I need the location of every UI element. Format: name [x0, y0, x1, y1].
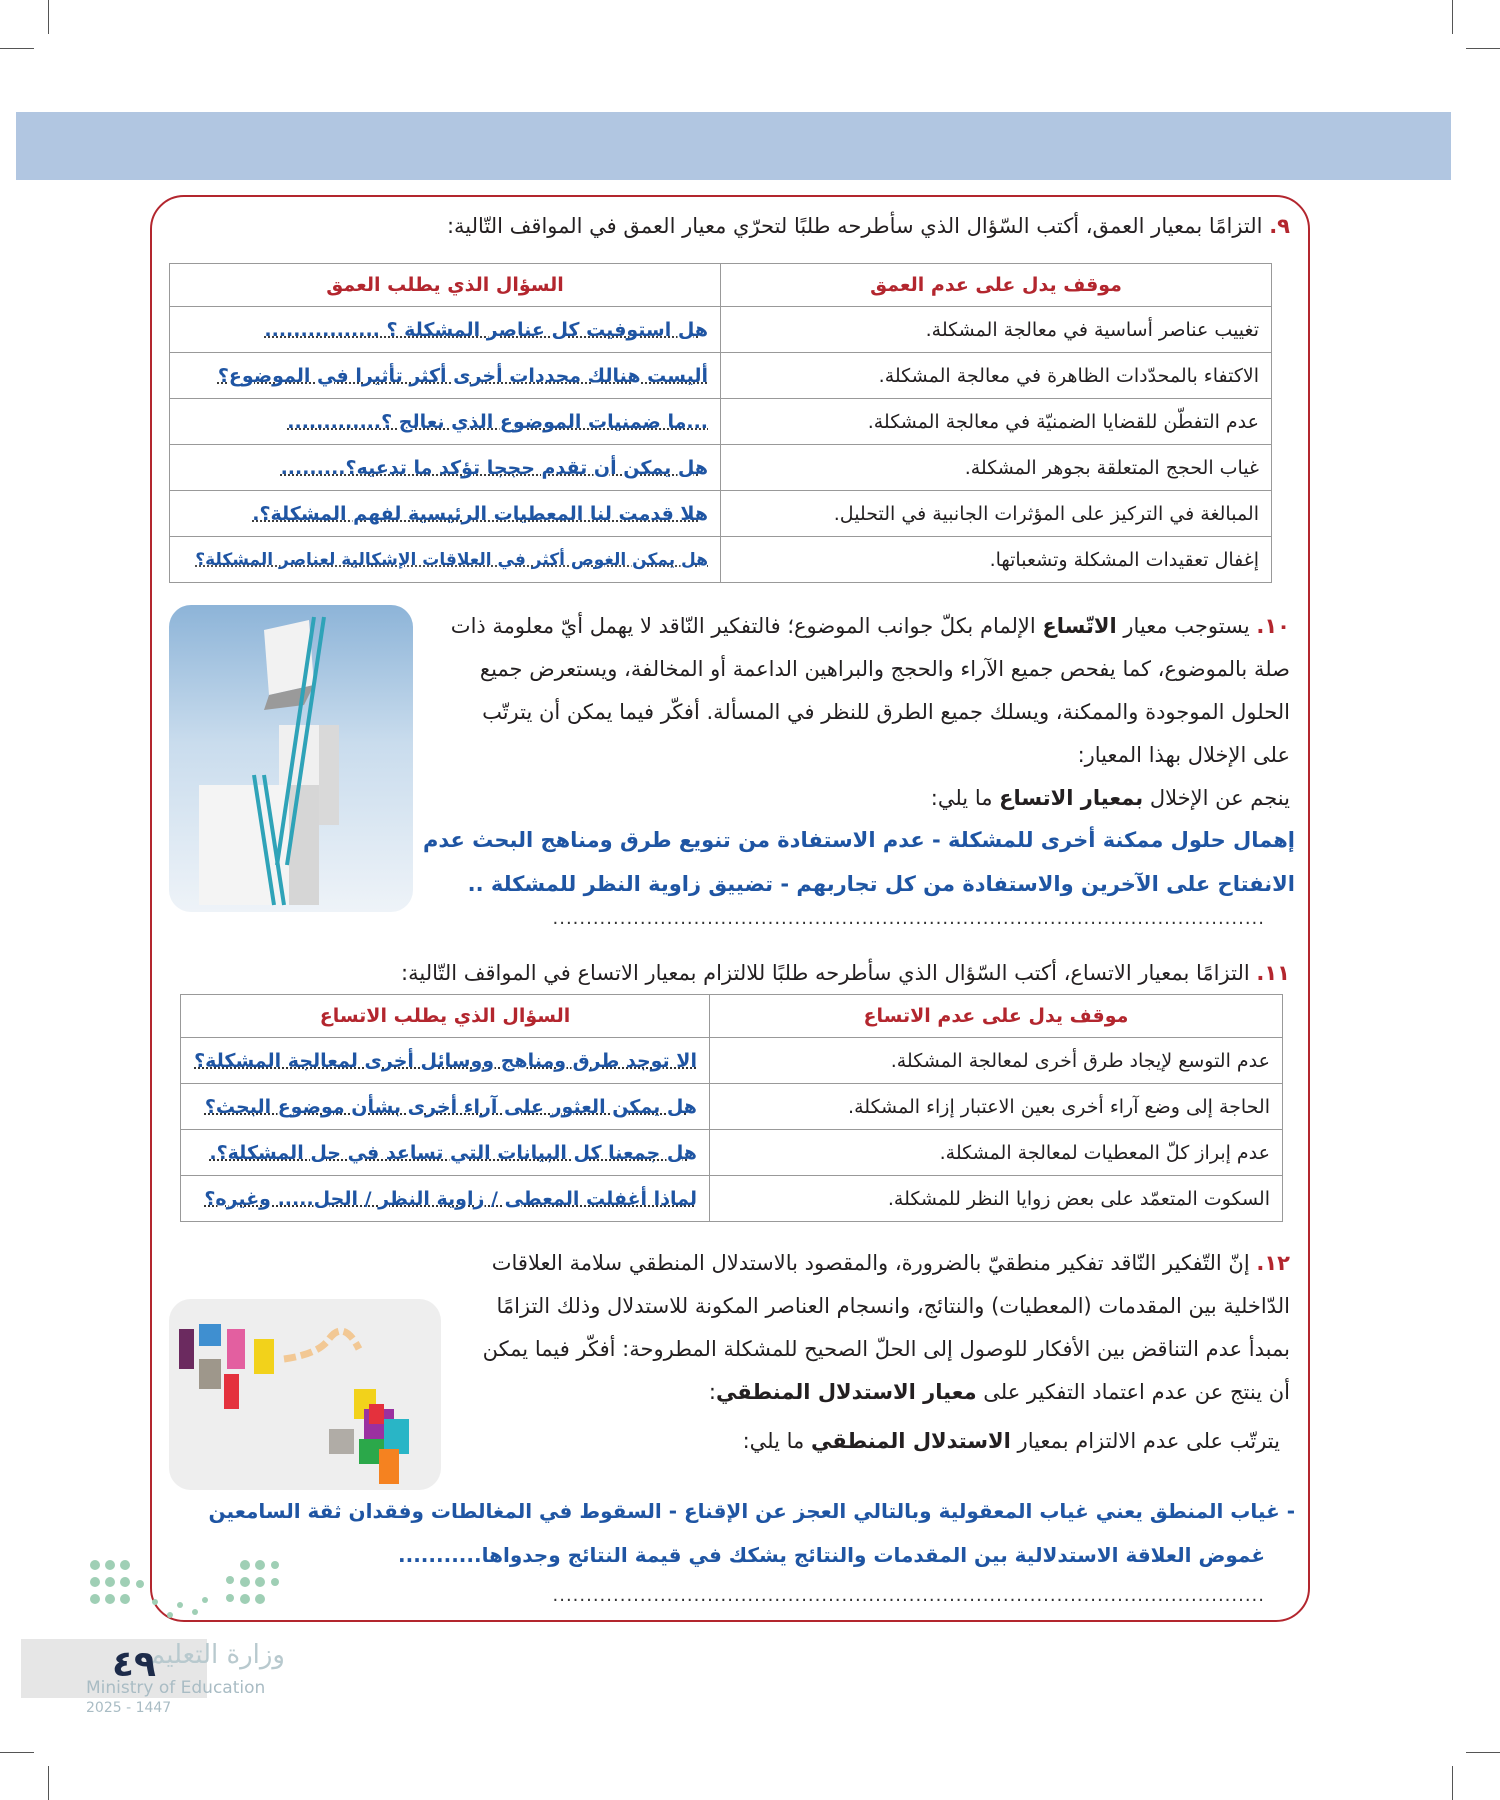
situation-cell: تغييب عناصر أساسية في معالجة المشكلة. — [721, 307, 1272, 353]
crop-mark — [48, 0, 49, 34]
question-text: التزامًا بمعيار الاتساع، أكتب السّؤال الذي سأطرحه طلبًا للالتزام بمعيار الاتساع في المواقف التّالية: — [401, 961, 1250, 985]
answer-12-line-2[interactable]: غموض العلاقة الاستدلالية بين المقدمات والنتائج يشكك في قيمة النتائج وجدواها........... — [398, 1543, 1265, 1567]
question-text: يستوجب معيار — [1116, 614, 1250, 638]
table-row — [170, 537, 1272, 583]
crop-mark — [48, 1766, 49, 1800]
question-10 — [440, 605, 1290, 820]
bold-term: بمعيار الاتساع — [999, 786, 1144, 810]
ministry-name-ar: وزارة التعليم — [148, 1640, 285, 1670]
answer-cell[interactable]: أليست هنالك محددات أخرى أكثر تأثيرا في الموضوع؟ — [170, 353, 721, 399]
situation-cell: إغفال تعقيدات المشكلة وتشعباتها. — [721, 537, 1272, 583]
prompt — [440, 777, 1290, 820]
answer-cell[interactable]: لماذا أغفلت المعطى / زاوية النظر / الحل..... وغيره؟ — [181, 1176, 710, 1222]
table-row — [181, 1130, 1283, 1176]
situation-cell: غياب الحجج المتعلقة بجوهر المشكلة. — [721, 445, 1272, 491]
table-row — [170, 445, 1272, 491]
prompt-text: ما يلي: — [742, 1429, 811, 1453]
answer-12-line-1[interactable]: - غياب المنطق يعني غياب المعقولية وبالتالي العجز عن الإقناع - السقوط في المغالطات وفقدان ثقة السامعين — [208, 1499, 1295, 1523]
crop-mark — [1466, 48, 1500, 49]
crop-mark — [1452, 1766, 1453, 1800]
header-banner — [16, 112, 1451, 180]
prompt — [455, 1420, 1290, 1463]
bold-term: الاستدلال المنطقي — [810, 1429, 1011, 1453]
crop-mark — [0, 1752, 34, 1753]
table-row — [181, 1176, 1283, 1222]
question-number: ١١. — [1256, 961, 1290, 985]
depth-table — [169, 263, 1272, 583]
column-header: السؤال الذي يطلب الاتساع — [181, 995, 710, 1038]
breadth-table — [180, 994, 1283, 1222]
answer-cell[interactable]: هل يمكن العثور على آراء أخرى بشأن موضوع البحث؟ — [181, 1084, 710, 1130]
ministry-name-en: Ministry of Education — [86, 1678, 266, 1698]
table-row — [170, 353, 1272, 399]
prompt-text: يترتّب على عدم الالتزام بمعيار — [1010, 1429, 1280, 1453]
answer-10[interactable]: إهمال حلول ممكنة أخرى للمشكلة - عدم الاستفادة من تنويع طرق ومناهج البحث عدم الانفتاح على الآخرين والاستفادة من كل تجاربهم - تضييق زاوية النظر للمشكلة .. — [422, 828, 1295, 896]
column-header: موقف يدل على عدم الاتساع — [709, 995, 1282, 1038]
bold-term: الاتّساع — [1042, 614, 1117, 638]
situation-cell: عدم إبراز كلّ المعطيات لمعالجة المشكلة. — [709, 1130, 1282, 1176]
table-row — [170, 307, 1272, 353]
column-header: السؤال الذي يطلب العمق — [170, 264, 721, 307]
table-row — [181, 1038, 1283, 1084]
crop-mark — [1466, 1752, 1500, 1753]
answer-cell[interactable]: هل جمعنا كل البيانات التي تساعد في حل المشكلة؟. — [181, 1130, 710, 1176]
prompt-text: ما يلي: — [930, 786, 1000, 810]
answer-cell[interactable]: هل استوفيت كل عناصر المشكلة ؟ ................ — [170, 307, 721, 353]
year: 2025 - 1447 — [86, 1700, 172, 1716]
question-text: : — [708, 1380, 716, 1404]
situation-cell: السكوت المتعمّد على بعض زوايا النظر للمشكلة. — [709, 1176, 1282, 1222]
situation-cell: المبالغة في التركيز على المؤثرات الجانبية في التحليل. — [721, 491, 1272, 537]
question-number: ١٠. — [1256, 614, 1290, 638]
crop-mark — [1452, 0, 1453, 34]
answer-cell[interactable]: هل يمكن أن تقدم حججا تؤكد ما تدعيه؟......... — [170, 445, 721, 491]
table-row — [170, 491, 1272, 537]
logo-dots-icon — [20, 1560, 280, 1620]
question-number: ١٢. — [1256, 1251, 1290, 1275]
question-text: إنّ التّفكير النّاقد تفكير منطقيّ بالضرورة، والمقصود بالاستدلال المنطقي سلامة العلاقات الدّاخلية بين المقدمات (المعطيات) والنتائج، وانسجام العناصر المكونة للاستدلال وذلك التزامًا بمبدأ عدم التناقض بين الأفكار للوصول إلى الحلّ الصحيح للمشكلة المطروحة: أفكّر فيما يمكن أن ينتج عن عدم اعتماد التفكير على — [482, 1251, 1290, 1404]
question-number: ٩. — [1269, 214, 1290, 238]
answer-cell[interactable]: ...ما ضمنيات الموضوع الذي نعالج ؟............. — [170, 399, 721, 445]
page-number: ٤٩ — [112, 1644, 156, 1685]
answer-cell[interactable]: هلا قدمت لنا المعطيات الرئيسية لفهم المشكلة؟. — [170, 491, 721, 537]
tetris-pieces-illustration — [169, 1299, 441, 1490]
answer-cell[interactable]: هل يمكن الغوص أكثر في العلاقات الإشكالية لعناصر المشكلة؟ — [170, 537, 721, 583]
answer-cell[interactable]: الا توجد طرق ومناهج ووسائل أخرى لمعالجة المشكلة؟ — [181, 1038, 710, 1084]
answer-line: .......................................................................................................... — [552, 908, 1265, 929]
table-row — [170, 399, 1272, 445]
bold-term: معيار الاستدلال المنطقي — [715, 1380, 977, 1404]
question-9 — [300, 205, 1290, 248]
crop-mark — [0, 48, 34, 49]
question-text: التزامًا بمعيار العمق، أكتب السّؤال الذي سأطرحه طلبًا لتحرّي معيار العمق في المواقف التّالية: — [446, 214, 1263, 238]
situation-cell: الاكتفاء بالمحدّدات الظاهرة في معالجة المشكلة. — [721, 353, 1272, 399]
ladder-boxes-image — [169, 605, 413, 912]
table-row — [181, 1084, 1283, 1130]
prompt-text: ينجم عن الإخلال — [1143, 786, 1290, 810]
question-11 — [250, 952, 1290, 995]
answer-line: .......................................................................................................... — [552, 1585, 1265, 1606]
ladder-illustration — [169, 605, 413, 912]
puzzle-brain-image — [169, 1299, 441, 1490]
situation-cell: الحاجة إلى وضع آراء أخرى بعين الاعتبار إزاء المشكلة. — [709, 1084, 1282, 1130]
question-12 — [455, 1242, 1290, 1463]
column-header: موقف يدل على عدم العمق — [721, 264, 1272, 307]
ministry-logo — [20, 1560, 285, 1730]
situation-cell: عدم التفطّن للقضايا الضمنيّة في معالجة المشكلة. — [721, 399, 1272, 445]
situation-cell: عدم التوسع لإيجاد طرق أخرى لمعالجة المشكلة. — [709, 1038, 1282, 1084]
question-text: الإلمام بكلّ جوانب الموضوع؛ فالتفكير النّاقد لا يهمل أيّ معلومة ذات صلة بالموضوع، كما يفحص جميع الآراء والحجج والبراهين الداعمة أو المخالفة، ويستعرض جميع الحلول الموجودة والممكنة، ويسلك جميع الطرق للنظر في المسألة. أفكّر فيما يمكن أن يترتّب على الإخلال بهذا المعيار: — [450, 614, 1290, 767]
